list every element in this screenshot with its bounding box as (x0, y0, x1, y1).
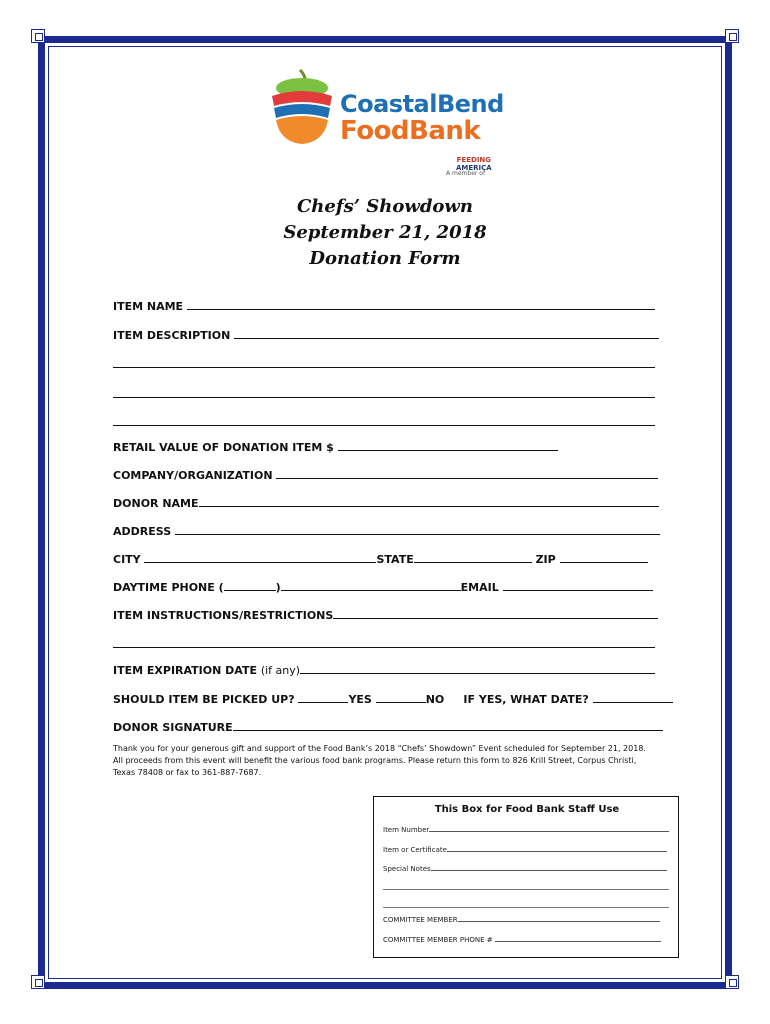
form-title-line2: September 21, 2018 (283, 222, 487, 243)
form-title-line3: Donation Form (309, 248, 461, 269)
staff-notes-line-2[interactable] (383, 889, 669, 890)
staff-item-certificate-label: Item or Certificate (383, 846, 447, 854)
staff-committee-member-label: COMMITTEE MEMBER (383, 916, 458, 924)
feeding-america-line1: FEEDING (456, 156, 492, 164)
logo-wordmark-coastal-bend: CoastalBend (340, 90, 504, 118)
zip-line[interactable] (560, 552, 648, 563)
phone-close-paren: ) (275, 581, 281, 594)
donor-name-label: DONOR NAME (113, 497, 199, 510)
state-label: STATE (376, 553, 414, 566)
expiration-note: (if any) (260, 664, 301, 677)
logo-member-text: A member of (446, 170, 486, 177)
phone-number-line[interactable] (281, 580, 461, 591)
donor-signature-field[interactable] (113, 720, 663, 734)
pickup-no-label: NO (425, 693, 445, 706)
donor-name-line[interactable] (199, 496, 659, 507)
item-description-line[interactable] (234, 328, 659, 339)
border-corner-top-right (725, 29, 739, 43)
item-name-line[interactable] (187, 299, 655, 310)
address-label: ADDRESS (113, 525, 172, 538)
expiration-line[interactable] (300, 663, 655, 674)
daytime-phone-label: DAYTIME PHONE ( (113, 581, 224, 594)
item-description-label: ITEM DESCRIPTION (113, 329, 231, 342)
staff-item-number-field[interactable] (383, 825, 669, 834)
instructions-line-2[interactable] (113, 647, 655, 648)
email-label: EMAIL (460, 581, 499, 594)
instructions-field[interactable] (113, 608, 658, 622)
donor-signature-label: DONOR SIGNATURE (113, 721, 233, 734)
retail-value-label: RETAIL VALUE OF DONATION ITEM $ (113, 441, 334, 454)
feeding-america-logo (456, 156, 492, 172)
staff-committee-phone-label: COMMITTEE MEMBER PHONE # (383, 936, 493, 944)
item-description-line-3[interactable] (113, 397, 655, 398)
expiration-label: ITEM EXPIRATION DATE (113, 664, 257, 677)
staff-committee-member-field[interactable] (383, 915, 660, 924)
zip-label: ZIP (535, 553, 556, 566)
border-corner-bottom-left (31, 975, 45, 989)
food-bank-logo (266, 66, 506, 180)
staff-committee-phone-field[interactable] (383, 935, 661, 944)
retail-value-line[interactable] (338, 440, 558, 451)
email-line[interactable] (503, 580, 653, 591)
pickup-field[interactable] (113, 692, 673, 706)
border-corner-top-left (31, 29, 45, 43)
staff-item-number-line[interactable] (429, 825, 669, 832)
staff-committee-member-line[interactable] (458, 915, 660, 922)
staff-special-notes-line[interactable] (431, 864, 667, 871)
retail-value-field[interactable] (113, 440, 558, 454)
staff-committee-phone-line[interactable] (495, 935, 661, 942)
city-state-zip-field[interactable] (113, 552, 648, 566)
company-label: COMPANY/ORGANIZATION (113, 469, 273, 482)
item-description-line-2[interactable] (113, 367, 655, 368)
instructions-label: ITEM INSTRUCTIONS/RESTRICTIONS (113, 609, 334, 622)
apple-stack-icon (266, 66, 338, 150)
staff-notes-line-3[interactable] (383, 907, 669, 908)
donor-name-field[interactable] (113, 496, 659, 510)
company-line[interactable] (276, 468, 658, 479)
address-field[interactable] (113, 524, 660, 538)
staff-item-number-label: Item Number (383, 826, 430, 834)
staff-item-certificate-line[interactable] (447, 845, 667, 852)
city-line[interactable] (144, 552, 376, 563)
pickup-date-line[interactable] (593, 692, 673, 703)
city-label: CITY (113, 553, 141, 566)
pickup-label: SHOULD ITEM BE PICKED UP? (113, 693, 295, 706)
form-title-line1: Chefs’ Showdown (296, 196, 474, 217)
thank-you-paragraph: Thank you for your generous gift and support of the Food Bank’s 2018 “Chefs’ Showdown” Event scheduled for September 21, 2018. All proceeds from this event will benefit the various food bank programs. Please return this form to 826 Krill Street, Corpus Christi, Texas 78408 or fax to 361-887-7687. (113, 744, 646, 777)
state-line[interactable] (414, 552, 532, 563)
instructions-line[interactable] (333, 608, 658, 619)
address-line[interactable] (175, 524, 660, 535)
staff-use-box (373, 796, 679, 958)
phone-area-code-line[interactable] (224, 580, 276, 591)
pickup-yes-label: YES (348, 693, 372, 706)
logo-wordmark-food-bank: FoodBank (340, 116, 481, 146)
item-description-field[interactable] (113, 328, 659, 342)
company-field[interactable] (113, 468, 658, 482)
staff-item-certificate-field[interactable] (383, 845, 667, 854)
pickup-date-label: IF YES, WHAT DATE? (463, 693, 589, 706)
staff-box-title: This Box for Food Bank Staff Use (434, 804, 620, 815)
item-description-line-4[interactable] (113, 425, 655, 426)
feeding-america-line2: AMERICA (456, 164, 492, 172)
border-corner-bottom-right (725, 975, 739, 989)
phone-email-field[interactable] (113, 580, 653, 594)
item-name-field[interactable] (113, 299, 655, 313)
item-name-label: ITEM NAME (113, 300, 184, 313)
donor-signature-line[interactable] (233, 720, 663, 731)
staff-special-notes-field[interactable] (383, 864, 667, 873)
staff-special-notes-label: Special Notes (383, 865, 431, 873)
pickup-yes-line[interactable] (298, 692, 348, 703)
pickup-no-line[interactable] (376, 692, 426, 703)
expiration-field[interactable] (113, 663, 655, 677)
